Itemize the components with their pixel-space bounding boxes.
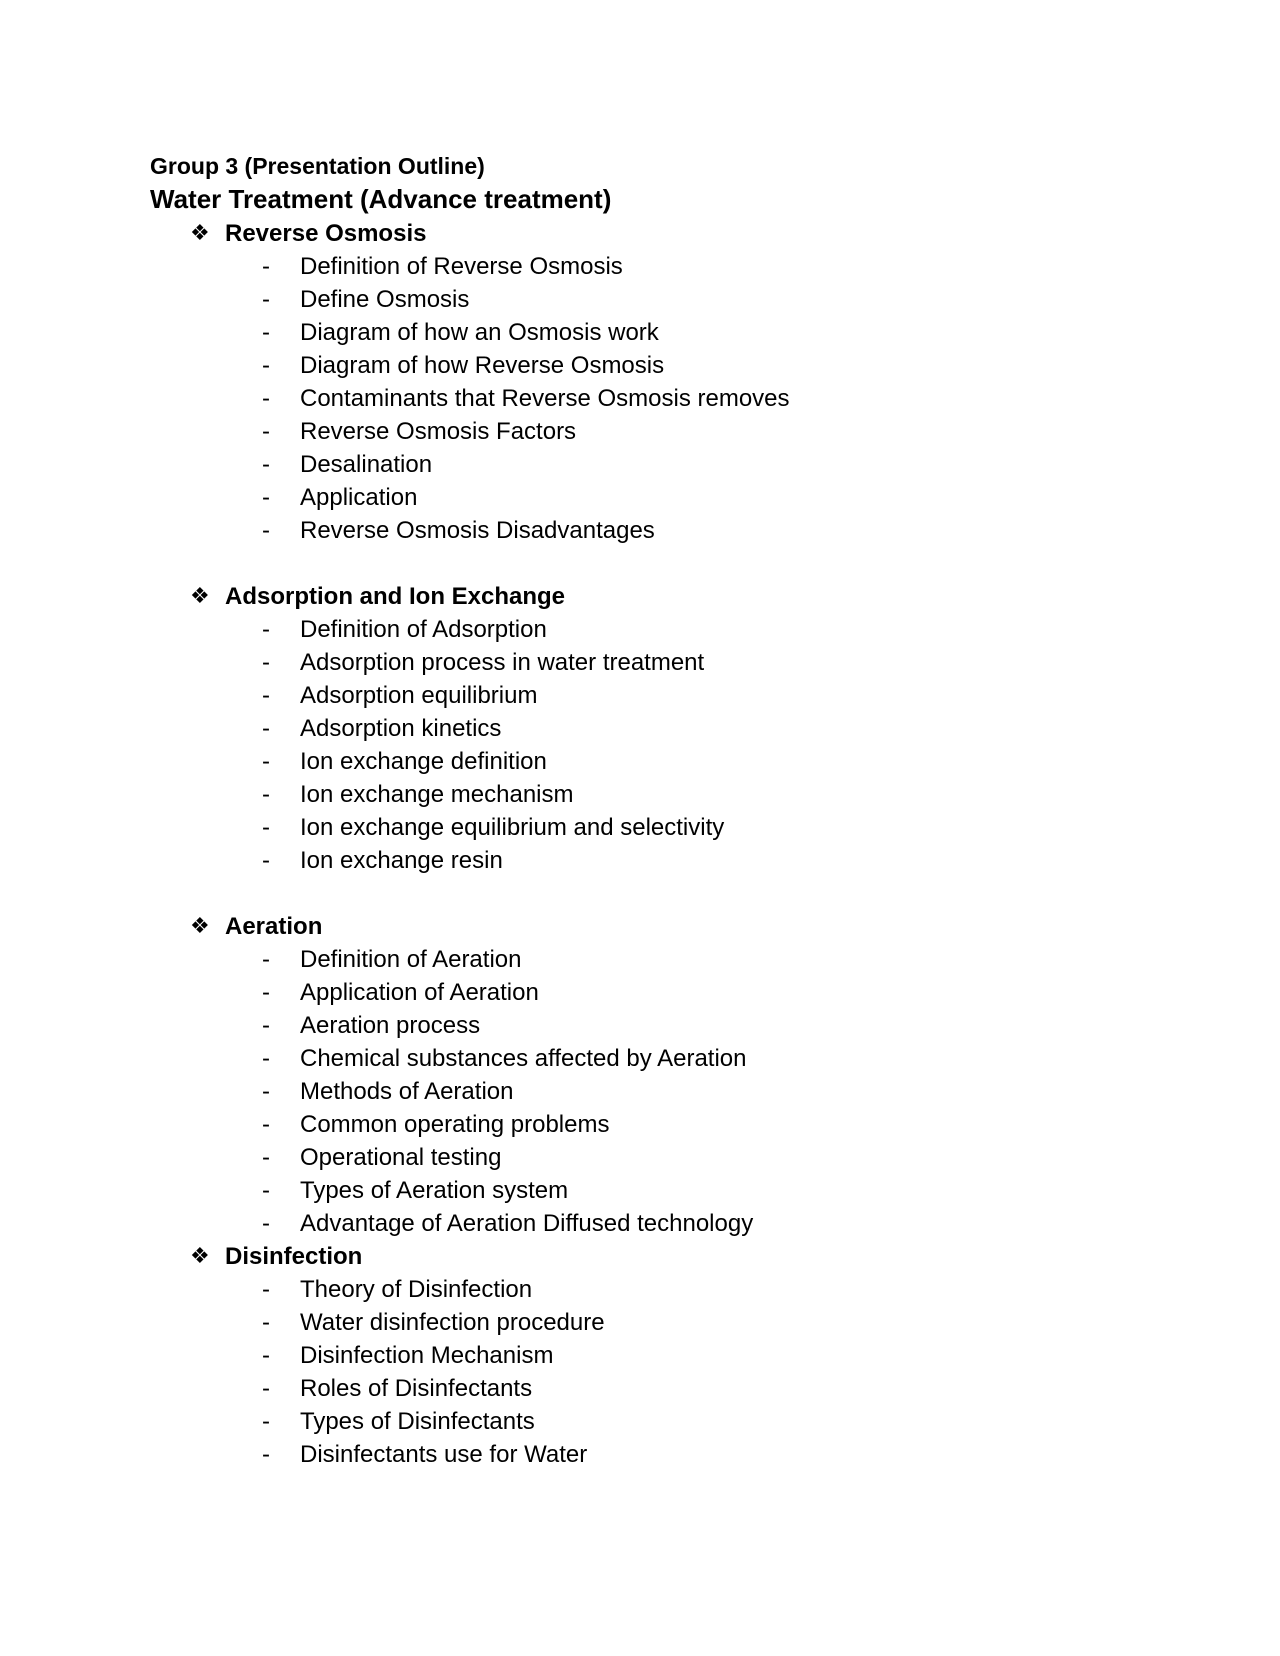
dash-bullet-icon: - (262, 979, 270, 1006)
list-item (150, 646, 1150, 679)
list-item-text: Reverse Osmosis Disadvantages (300, 517, 655, 544)
list-item (150, 613, 1150, 646)
list-item (150, 811, 1150, 844)
dash-bullet-icon: - (262, 1309, 270, 1336)
list-item (150, 1273, 1150, 1306)
list-item (150, 1009, 1150, 1042)
list-item-text: Adsorption equilibrium (300, 682, 538, 709)
outline-section (150, 217, 1150, 547)
list-item (150, 976, 1150, 1009)
section-item-list (150, 250, 1150, 547)
outline-section (150, 580, 1150, 877)
list-item (150, 1108, 1150, 1141)
list-item (150, 1207, 1150, 1240)
dash-bullet-icon: - (262, 1210, 270, 1237)
list-item (150, 712, 1150, 745)
section-item-list (150, 1273, 1150, 1471)
group-heading: Group 3 (Presentation Outline) (150, 153, 485, 179)
list-item (150, 1306, 1150, 1339)
list-item (150, 250, 1150, 283)
list-item (150, 1141, 1150, 1174)
dash-bullet-icon: - (262, 1045, 270, 1072)
dash-bullet-icon: - (262, 649, 270, 676)
list-item-text: Application of Aeration (300, 979, 539, 1006)
diamond-bullet-icon: ❖ (190, 221, 210, 246)
dash-bullet-icon: - (262, 484, 270, 511)
list-item (150, 283, 1150, 316)
list-item-text: Contaminants that Reverse Osmosis removes (300, 385, 790, 412)
dash-bullet-icon: - (262, 1078, 270, 1105)
list-item (150, 415, 1150, 448)
list-item (150, 349, 1150, 382)
dash-bullet-icon: - (262, 1144, 270, 1171)
list-item (150, 745, 1150, 778)
dash-bullet-icon: - (262, 253, 270, 280)
diamond-bullet-icon: ❖ (190, 1244, 210, 1269)
dash-bullet-icon: - (262, 748, 270, 775)
list-item-text: Ion exchange definition (300, 748, 547, 775)
list-item (150, 382, 1150, 415)
section-title: Disinfection (225, 1243, 363, 1270)
list-item-text: Types of Disinfectants (300, 1408, 535, 1435)
dash-bullet-icon: - (262, 286, 270, 313)
list-item (150, 1438, 1150, 1471)
list-item-text: Diagram of how Reverse Osmosis (300, 352, 665, 379)
dash-bullet-icon: - (262, 781, 270, 808)
list-item (150, 448, 1150, 481)
dash-bullet-icon: - (262, 616, 270, 643)
dash-bullet-icon: - (262, 1342, 270, 1369)
outline-section (150, 910, 1150, 1240)
list-item (150, 1042, 1150, 1075)
topic-heading: Water Treatment (Advance treatment) (150, 184, 612, 214)
list-item (150, 679, 1150, 712)
section-heading (150, 910, 1150, 943)
dash-bullet-icon: - (262, 1408, 270, 1435)
list-item-text: Theory of Disinfection (300, 1276, 533, 1303)
list-item (150, 1405, 1150, 1438)
section-title: Reverse Osmosis (225, 220, 427, 247)
dash-bullet-icon: - (262, 946, 270, 973)
list-item-text: Chemical substances affected by Aeration (300, 1045, 747, 1072)
dash-bullet-icon: - (262, 1441, 270, 1468)
dash-bullet-icon: - (262, 847, 270, 874)
list-item-text: Application (300, 484, 418, 511)
list-item-text: Definition of Adsorption (300, 616, 547, 643)
dash-bullet-icon: - (262, 814, 270, 841)
list-item-text: Methods of Aeration (300, 1078, 514, 1105)
section-title: Aeration (225, 913, 323, 940)
list-item-text: Water disinfection procedure (300, 1309, 605, 1336)
list-item (150, 1075, 1150, 1108)
list-item (150, 481, 1150, 514)
section-heading (150, 1240, 1150, 1273)
section-heading (150, 580, 1150, 613)
dash-bullet-icon: - (262, 1012, 270, 1039)
list-item-text: Disinfectants use for Water (300, 1441, 588, 1468)
list-item (150, 778, 1150, 811)
list-item-text: Definition of Aeration (300, 946, 522, 973)
list-item-text: Definition of Reverse Osmosis (300, 253, 623, 280)
list-item (150, 1372, 1150, 1405)
list-item-text: Reverse Osmosis Factors (300, 418, 577, 445)
list-item (150, 1339, 1150, 1372)
dash-bullet-icon: - (262, 451, 270, 478)
list-item-text: Types of Aeration system (300, 1177, 569, 1204)
section-item-list (150, 613, 1150, 877)
list-item (150, 1174, 1150, 1207)
list-item-text: Ion exchange mechanism (300, 781, 574, 808)
list-item (150, 943, 1150, 976)
dash-bullet-icon: - (262, 385, 270, 412)
list-item (150, 844, 1150, 877)
list-item-text: Desalination (300, 451, 433, 478)
dash-bullet-icon: - (262, 1276, 270, 1303)
list-item-text: Define Osmosis (300, 286, 470, 313)
dash-bullet-icon: - (262, 418, 270, 445)
list-item (150, 316, 1150, 349)
list-item-text: Ion exchange resin (300, 847, 503, 874)
dash-bullet-icon: - (262, 517, 270, 544)
list-item (150, 514, 1150, 547)
dash-bullet-icon: - (262, 1177, 270, 1204)
section-title: Adsorption and Ion Exchange (225, 583, 566, 610)
dash-bullet-icon: - (262, 319, 270, 346)
diamond-bullet-icon: ❖ (190, 584, 210, 609)
dash-bullet-icon: - (262, 715, 270, 742)
section-heading (150, 217, 1150, 250)
list-item-text: Ion exchange equilibrium and selectivity (300, 814, 725, 841)
list-item-text: Advantage of Aeration Diffused technology (300, 1210, 754, 1237)
outline-sections (150, 217, 1150, 1471)
document-page (150, 151, 1150, 1471)
dash-bullet-icon: - (262, 682, 270, 709)
list-item-text: Operational testing (300, 1144, 502, 1171)
diamond-bullet-icon: ❖ (190, 914, 210, 939)
dash-bullet-icon: - (262, 352, 270, 379)
list-item-text: Aeration process (300, 1012, 481, 1039)
list-item-text: Adsorption kinetics (300, 715, 502, 742)
section-item-list (150, 943, 1150, 1240)
list-item-text: Common operating problems (300, 1111, 610, 1138)
dash-bullet-icon: - (262, 1375, 270, 1402)
list-item-text: Disinfection Mechanism (300, 1342, 554, 1369)
list-item-text: Adsorption process in water treatment (300, 649, 705, 676)
outline-section (150, 1240, 1150, 1471)
list-item-text: Roles of Disinfectants (300, 1375, 533, 1402)
list-item-text: Diagram of how an Osmosis work (300, 319, 659, 346)
dash-bullet-icon: - (262, 1111, 270, 1138)
